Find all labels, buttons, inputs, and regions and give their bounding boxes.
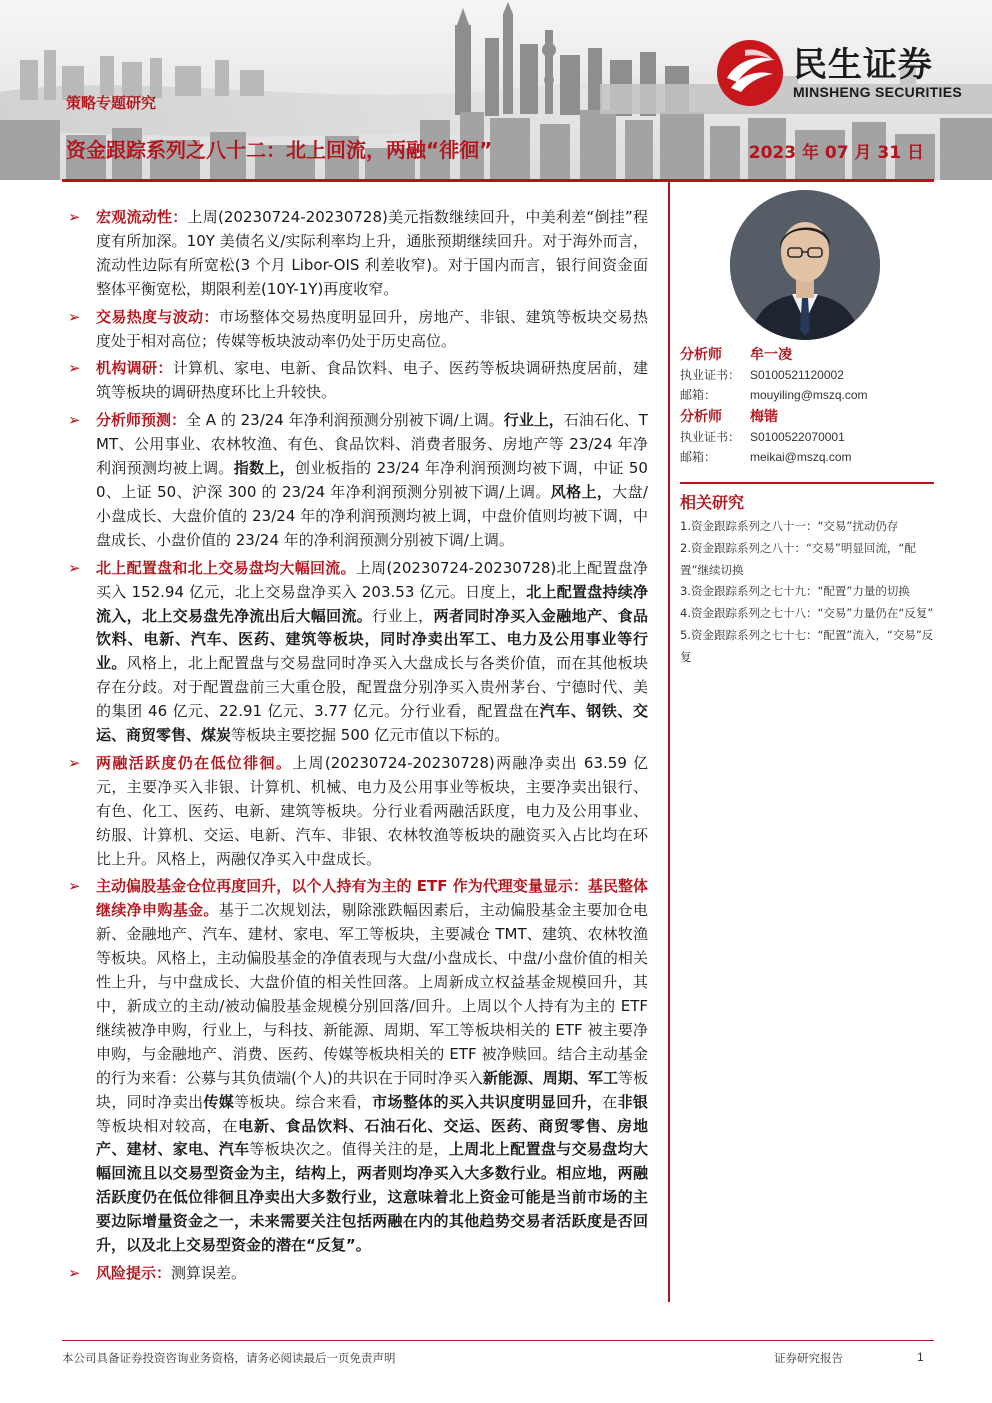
- item-heading: 机构调研：: [96, 359, 173, 378]
- item-text: 测算误差。: [171, 1263, 247, 1282]
- brand-name-en: MINSHENG SECURITIES: [792, 84, 962, 100]
- bullet-arrow-icon: ➢: [68, 753, 81, 772]
- item-heading: 两融活跃度仍在低位徘徊。: [96, 753, 293, 772]
- sidebar-divider: [680, 482, 934, 484]
- summary-item-northbound: [66, 557, 648, 748]
- item-text: 上周(20230724-20230728)美元指数继续回升，中美利差“倒挂”程度有所加深。10Y 美债名义/实际利率均上升，通胀预期继续回升。对于海外而言，流动性边际有所宽松(3 个月 Libor-OIS 利差收窄)。对于国内而言，银行间资金面整体平衡宽松，期限利差(10Y-1Y)再度收窄。: [96, 208, 648, 298]
- header-divider: [62, 179, 934, 182]
- summary-item-liquidity: [66, 206, 648, 302]
- summary-item-margin-trading: [66, 752, 648, 872]
- item-heading: 主动偏股基金仓位再度回升，以个人持有为主的 ETF 作为代理变量显示：基民整体继续净申购基金。: [96, 877, 648, 920]
- report-title: 资金跟踪系列之八十二：北上回流，两融“徘徊”: [66, 138, 493, 162]
- bullet-arrow-icon: ➢: [68, 359, 81, 378]
- item-heading: 宏观流动性：: [96, 208, 188, 226]
- bullet-arrow-icon: ➢: [68, 411, 81, 430]
- bullet-arrow-icon: ➢: [68, 307, 81, 326]
- item-highlight: 非银: [617, 1092, 648, 1111]
- analyst-name: 牟一凌: [750, 347, 792, 363]
- email-address[interactable]: meikai@mszq.com: [750, 450, 852, 464]
- item-heading: 北上配置盘和北上交易盘均大幅回流。: [96, 558, 356, 577]
- related-research-link[interactable]: 3.资金跟踪系列之七十九：“配置”力量的切换: [680, 584, 910, 599]
- related-research-link[interactable]: 5.资金跟踪系列之七十七：“配置”流入，“交易”反复: [680, 627, 934, 664]
- footer-disclaimer: 本公司具备证券投资咨询业务资格，请务必阅读最后一页免责声明: [62, 1351, 396, 1365]
- email-label: 邮箱：: [680, 450, 717, 464]
- item-text: 大盘/小盘成长、大盘价值的 23/24 年的净利润预测均被上调，中盘价值则均被下调，中盘成长、小盘价值的 23/24 年的净利润预测分别被下调/上调。: [96, 482, 648, 549]
- item-heading: 交易热度与波动：: [96, 307, 219, 326]
- footer-divider: [62, 1340, 934, 1341]
- footer-doc-type: 证券研究报告: [774, 1351, 843, 1365]
- related-research-link[interactable]: 1.资金跟踪系列之八十一：“交易”扰动仍存: [680, 519, 899, 533]
- analyst-1-email-row: [680, 386, 934, 406]
- analyst-name: 梅锴: [750, 409, 778, 425]
- item-highlight: 行业上，: [503, 411, 564, 430]
- item-text: 等板块。综合来看，: [234, 1092, 373, 1111]
- item-heading: 分析师预测：: [96, 411, 187, 430]
- cert-label: 执业证书：: [680, 368, 741, 382]
- item-text: 风格上，北上配置盘与交易盘同时净买入大盘成长与各类价值，而在其他板块存在分歧。对于配置盘前三大重仓股，配置盘分别净买入贵州茅台、宁德时代、美的集团 46 亿元、22.91 亿元、3.77 亿元。分行业看，配置盘在: [96, 654, 648, 721]
- item-text: 计算机、家电、电新、食品饮料、电子、医药等板块调研热度居前，建筑等板块的调研热度环比上升较快。: [96, 359, 648, 402]
- summary-item-institution-research: [66, 357, 648, 405]
- item-highlight: 电新、食品饮料、石油石化、交运、医药、商贸零售、房地产、建材、家电、汽车: [96, 1116, 648, 1159]
- item-highlight: 风格上，: [550, 482, 613, 501]
- summary-item-active-funds: [66, 875, 648, 1258]
- analyst-2-name-row: [680, 406, 934, 428]
- analyst-role: 分析师: [680, 347, 722, 363]
- analyst-photo: [730, 190, 880, 340]
- report-date: 2023 年 07 月 31 日: [748, 143, 924, 163]
- bullet-arrow-icon: ➢: [68, 877, 81, 896]
- page-number: 1: [917, 1350, 924, 1364]
- cert-number: S0100521120002: [750, 368, 844, 382]
- related-research-title: 相关研究: [680, 493, 745, 512]
- summary-item-trading-heat: [66, 306, 648, 354]
- email-label: 邮箱：: [680, 388, 717, 402]
- item-text: 上周(20230724-20230728)北上配置盘净买入 152.94 亿元，北上交易盘净买入 203.53 亿元。日度上，: [96, 558, 648, 601]
- summary-item-risk: [66, 1262, 648, 1286]
- item-highlight: 北上配置盘持续净流入，北上交易盘先净流出后大幅回流。: [96, 582, 648, 625]
- summary-item-analyst-forecast: [66, 409, 648, 552]
- item-text: 全 A 的 23/24 年净利润预测分别被下调/上调。: [186, 411, 504, 430]
- item-text: 等板块，同时净卖出: [96, 1068, 648, 1111]
- item-text: 行业上，: [372, 606, 434, 625]
- analyst-role: 分析师: [680, 409, 722, 425]
- bullet-arrow-icon: ➢: [68, 1263, 81, 1282]
- item-text: 等板块主要挖掘 500 亿元市值以下标的。: [231, 726, 510, 745]
- item-text: 等板块次之。值得关注的是，: [249, 1140, 449, 1159]
- cert-label: 执业证书：: [680, 430, 741, 444]
- item-highlight: 两者同时净买入金融地产、食品饮料、电新、汽车、医药、建筑等板块，同时净卖出军工、电力及公用事业等行业。: [96, 606, 648, 673]
- item-heading: 风险提示：: [96, 1263, 172, 1282]
- item-highlight: 市场整体的买入共识度明显回升，: [372, 1092, 603, 1111]
- item-text: 上周(20230724-20230728)两融净卖出 63.59 亿元，主要净买入非银、计算机、机械、电力及公用事业等板块，主要净卖出银行、有色、化工、医药、电新、建筑等板块。分行业看两融活跃度，电力及公用事业、纺服、计算机、交运、电新、汽车、非银、农林牧渔等板块的融资买入占比均在环比上升。风格上，两融仅净买入中盘成长。: [96, 753, 648, 868]
- item-highlight: 新能源、周期、军工: [482, 1068, 618, 1087]
- item-highlight: 汽车、钢铁、交运、商贸零售、煤炭: [96, 702, 648, 745]
- item-highlight: 传媒: [203, 1092, 235, 1111]
- analyst-2-cert-row: [680, 428, 934, 448]
- analyst-1-cert-row: [680, 366, 934, 386]
- bullet-arrow-icon: ➢: [68, 558, 81, 577]
- report-category: 策略专题研究: [66, 94, 157, 112]
- item-text: 石油石化、TMT、公用事业、农林牧渔、有色、食品饮料、消费者服务、房地产等 23/24 年净利润预测均被上调。: [96, 411, 648, 478]
- minsheng-logo-icon: [715, 38, 785, 108]
- related-research-link[interactable]: 4.资金跟踪系列之七十八：“交易”力量仍在“反复”: [680, 606, 934, 621]
- header-banner: [0, 0, 992, 180]
- column-divider: [668, 182, 670, 1302]
- analyst-list: [680, 344, 934, 468]
- email-address[interactable]: mouyiling@mszq.com: [750, 388, 868, 402]
- brand-logo-group: [715, 38, 962, 108]
- item-text: 基于二次规划法，剔除涨跌幅因素后，主动偏股基金主要加仓电新、金融地产、汽车、建材、家电、军工等板块，主要减仓 TMT、建筑、农林牧渔等板块。风格上，主动偏股基金的净值表现与大盘/小盘成长、中盘/小盘价值的相关性上升，与中盘成长、大盘价值的相关性回落。上周新成立权益基金规模回升，其中，新成立的主动/被动偏股基金规模分别回落/回升。上周以个人持有为主的 ETF 继续被净申购，行业上，与科技、新能源、周期、军工等板块相关的 ETF 被主要净申购，与金融地产、消费、医药、传媒等板块相关的 ETF 被净赎回。结合主动基金的行为来看：公募与其负债端(个人)的共识在于同时净买入: [96, 901, 648, 1087]
- item-text: 创业板指的 23/24 年净利润预测均被下调，中证 500、上证 50、沪深 300 的 23/24 年净利润预测分别被下调/上调。: [96, 459, 648, 501]
- item-highlight: 上周北上配置盘与交易盘均大幅回流且以交易型资金为主，结构上，两者则均净买入大多数行业。相应地，两融活跃度仍在低位徘徊且净卖出大多数行业，这意味着北上资金可能是当前市场的主要边际增量资金之一，未来需要关注包括两融在内的其他趋势交易者活跃度是否回升，以及北上交易型资金的潜在“反复”。: [96, 1140, 648, 1255]
- item-text: 等板块相对较高，在: [96, 1116, 239, 1135]
- analyst-2-email-row: [680, 448, 934, 468]
- related-research-list: [680, 516, 934, 669]
- analyst-portrait-icon: [730, 190, 880, 340]
- report-summary: [66, 206, 648, 1290]
- brand-name-cn: 民生证券: [792, 45, 933, 85]
- item-highlight: 指数上，: [233, 459, 295, 478]
- item-text: 市场整体交易热度明显回升，房地产、非银、建筑等板块交易热度处于相对高位；传媒等板块波动率仍处于历史高位。: [96, 307, 648, 350]
- analyst-1-name-row: [680, 344, 934, 366]
- related-research-link[interactable]: 2.资金跟踪系列之八十：“交易”明显回流，“配置”继续切换: [680, 540, 916, 577]
- bullet-arrow-icon: ➢: [68, 208, 81, 226]
- cert-number: S0100522070001: [750, 430, 845, 444]
- item-text: 在: [602, 1092, 618, 1111]
